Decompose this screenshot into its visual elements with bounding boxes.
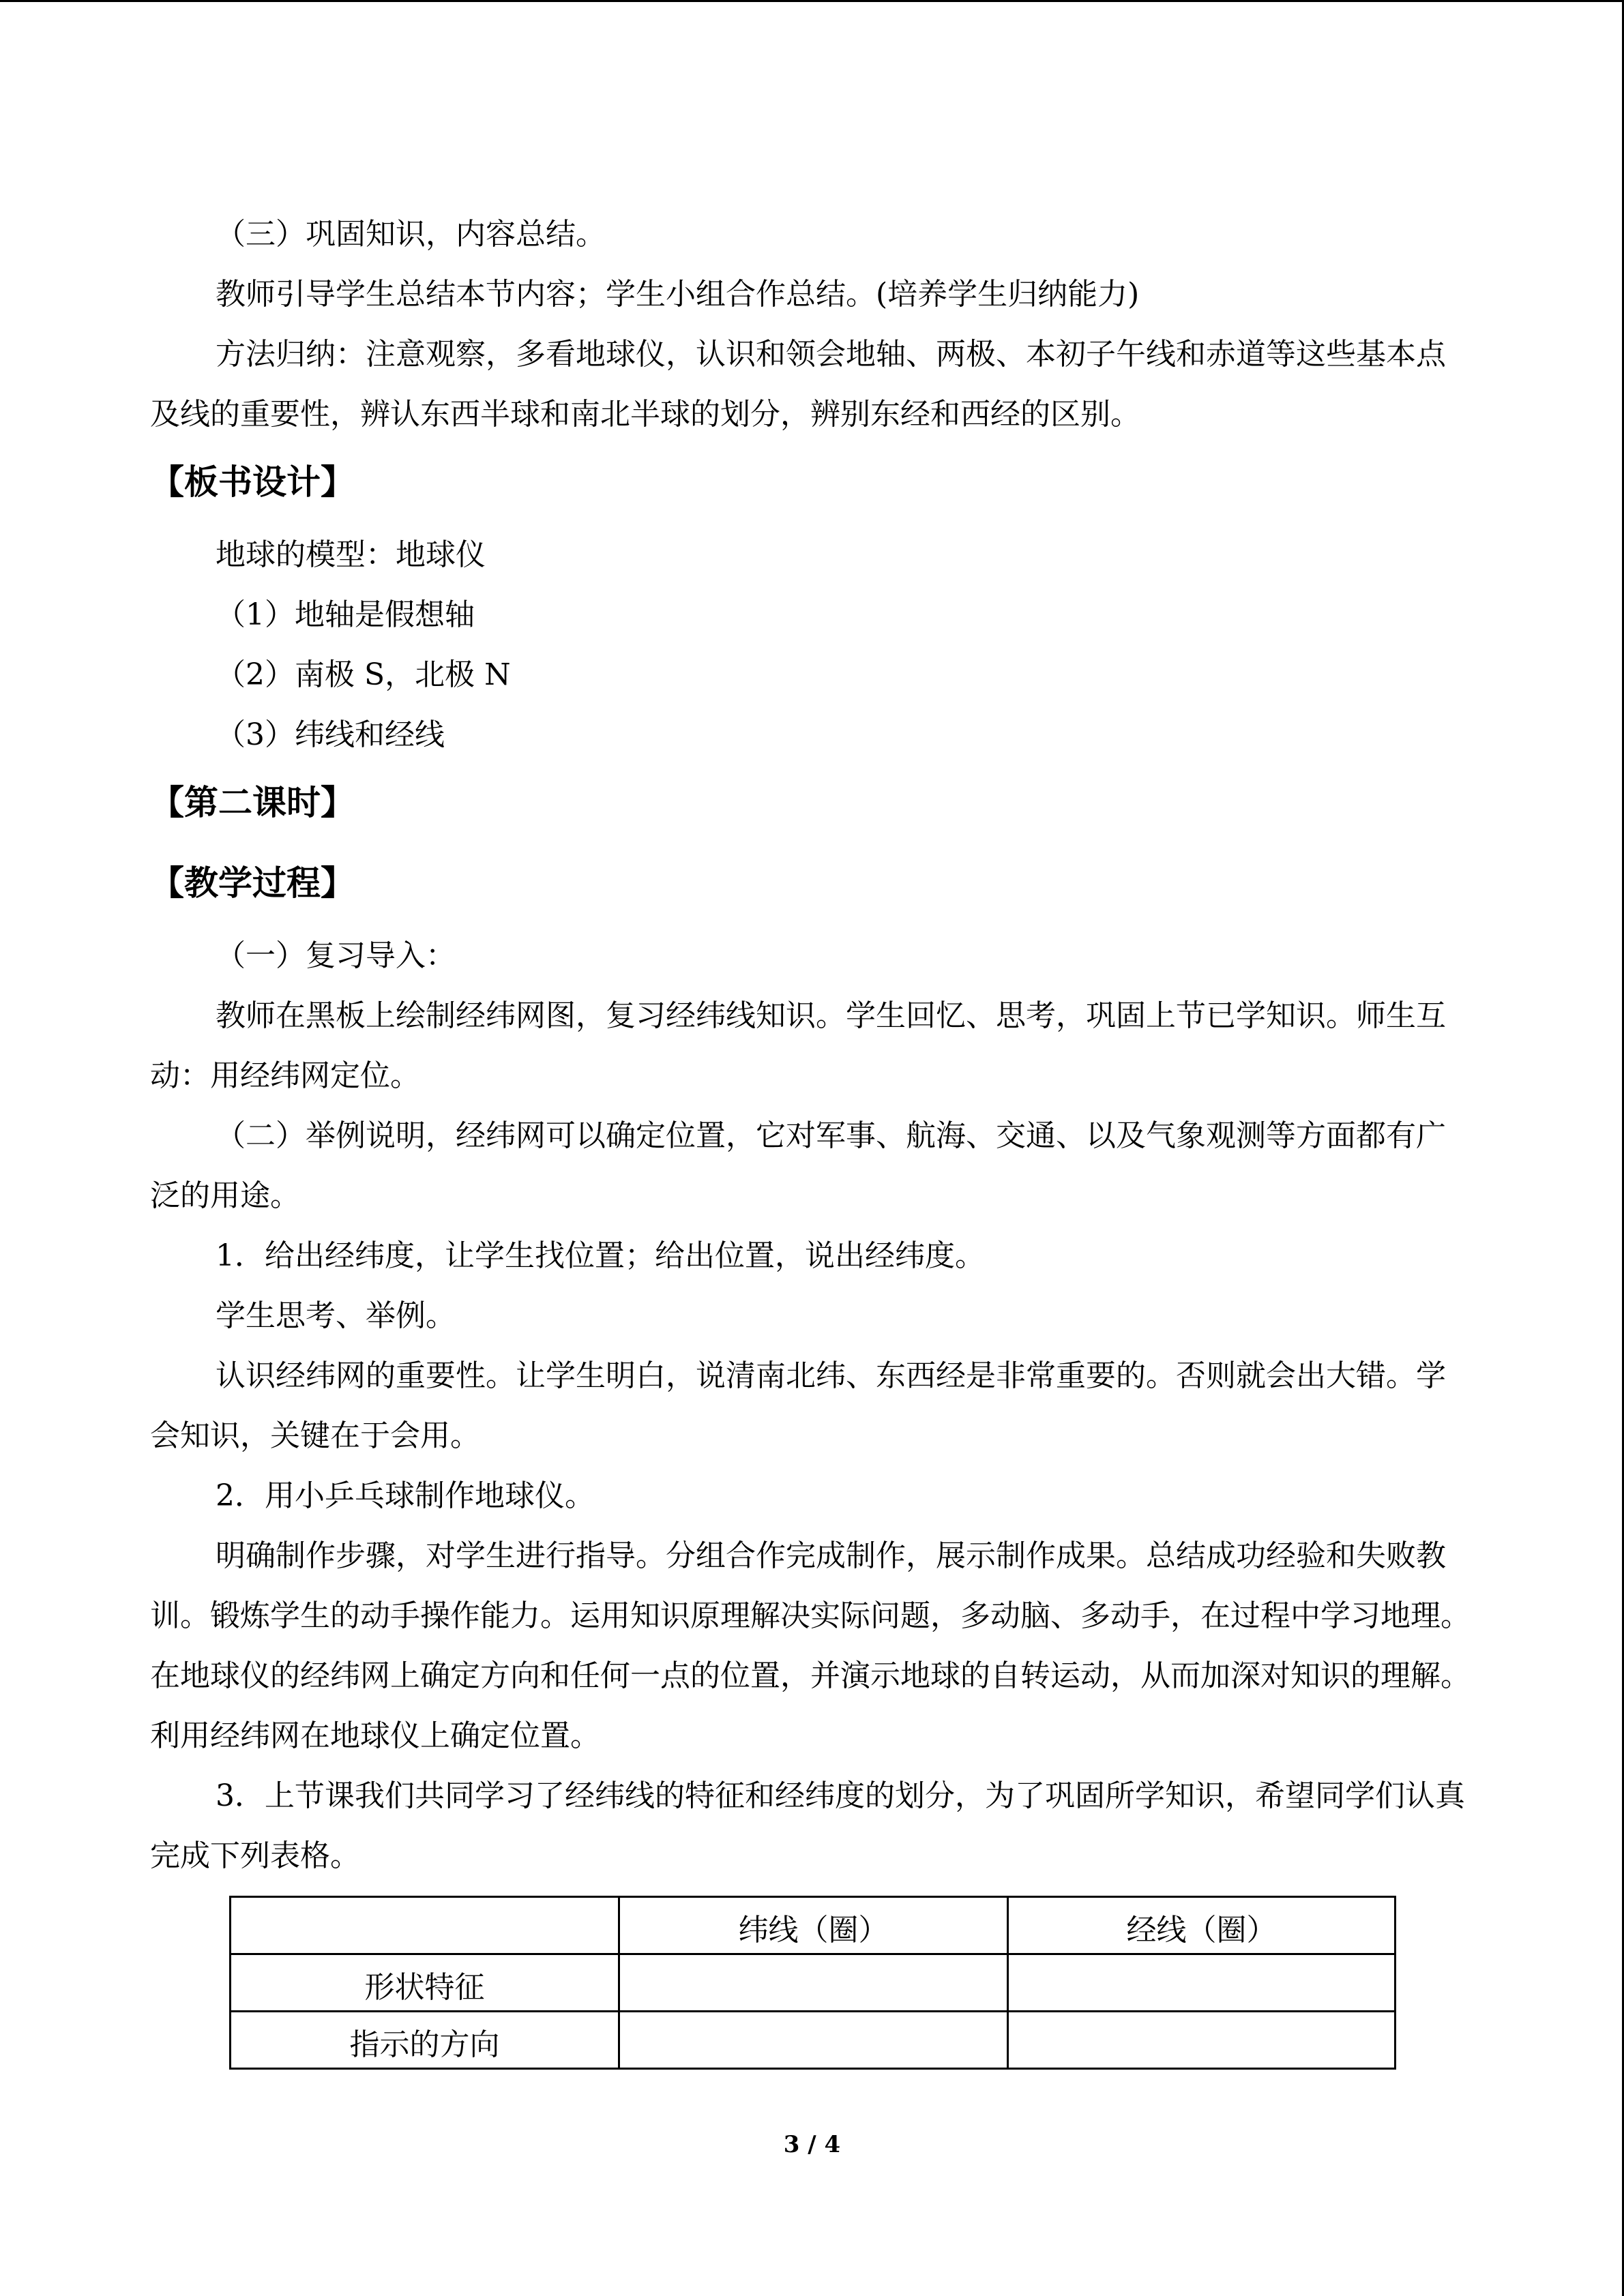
table-header-cell: 纬线（圈） bbox=[619, 1897, 1008, 1954]
review-title: （一）复习导入： bbox=[216, 938, 456, 973]
item3-text: 3．上节课我们共同学习了经纬线的特征和经纬度的划分，为了巩固所学知识，希望同学们认真完成下列表格。 bbox=[150, 1778, 1465, 1873]
part3-method: 方法归纳：注意观察，多看地球仪，认识和领会地轴、两极、本初子午线和赤道等这些基本点及线的重要性，辨认东西半球和南北半球的划分，辨别东经和西经的区别。 bbox=[150, 337, 1446, 432]
table-row bbox=[231, 2012, 1396, 2069]
table-header-row bbox=[231, 1897, 1396, 1954]
board-item: 地球的模型：地球仪 bbox=[216, 537, 486, 572]
item2-title: 2．用小乒乓球制作地球仪。 bbox=[216, 1478, 595, 1513]
process-heading: 【教学过程】 bbox=[150, 863, 355, 903]
table-header-cell bbox=[231, 1897, 619, 1954]
lesson2-heading: 【第二课时】 bbox=[150, 783, 355, 822]
item2-text: 明确制作步骤，对学生进行指导。分组合作完成制作，展示制作成果。总结成功经验和失败教训。锻炼学生的动手操作能力。运用知识原理解决实际问题，多动脑、多动手，在过程中学习地理。在地球仪的经纬网上确定方向和任何一点的位置，并演示地球的自转运动，从而加深对知识的理解。利用经纬网在地球仪上确定位置。 bbox=[150, 1538, 1471, 1753]
table-cell: 指示的方向 bbox=[231, 2012, 619, 2069]
item1-line3: 认识经纬网的重要性。让学生明白，说清南北纬、东西经是非常重要的。否则就会出大错。学会知识，关键在于会用。 bbox=[150, 1358, 1446, 1453]
board-item: （3）纬线和经线 bbox=[216, 717, 445, 752]
item1-title: 1．给出经纬度，让学生找位置；给出位置，说出经纬度。 bbox=[216, 1238, 985, 1273]
page-number: 3 / 4 bbox=[783, 2131, 841, 2158]
table-cell bbox=[1008, 2012, 1396, 2069]
latitude-longitude-table bbox=[229, 1896, 1396, 2070]
table-cell bbox=[1008, 1954, 1396, 2012]
examples-text: （二）举例说明，经纬网可以确定位置，它对军事、航海、交通、以及气象观测等方面都有广泛的用途。 bbox=[150, 1118, 1446, 1213]
table-cell bbox=[619, 2012, 1008, 2069]
document-body bbox=[150, 205, 1473, 1886]
part3-title: （三）巩固知识，内容总结。 bbox=[216, 217, 606, 252]
board-design-heading: 【板书设计】 bbox=[150, 462, 355, 502]
review-text: 教师在黑板上绘制经纬网图，复习经纬线知识。学生回忆、思考，巩固上节已学知识。师生互动：用经纬网定位。 bbox=[150, 998, 1446, 1093]
table-cell bbox=[619, 1954, 1008, 2012]
part3-summary: 教师引导学生总结本节内容；学生小组合作总结。(培养学生归纳能力) bbox=[216, 277, 1140, 312]
board-item: （2）南极 S，北极 N bbox=[216, 657, 511, 692]
item1-line2: 学生思考、举例。 bbox=[216, 1298, 456, 1333]
table-header-cell: 经线（圈） bbox=[1008, 1897, 1396, 1954]
table-row bbox=[231, 1954, 1396, 2012]
table-cell: 形状特征 bbox=[231, 1954, 619, 2012]
board-item: （1）地轴是假想轴 bbox=[216, 597, 475, 632]
